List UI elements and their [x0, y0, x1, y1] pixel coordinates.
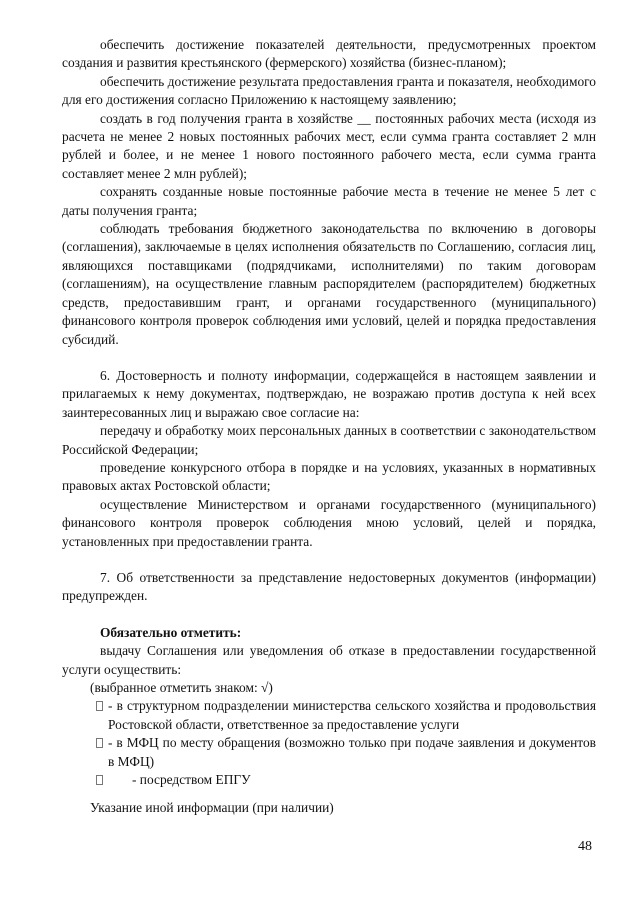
- spacer: [62, 789, 596, 799]
- section-6-intro: 6. Достоверность и полноту информации, содержащейся в настоящем заявлении и прилагаемых к нему документах, подтверждаю, не возражаю против доступа к ней всех заинтересованных лиц и выражаю свое согласие на:: [62, 367, 596, 420]
- option-ministry[interactable]: [62, 697, 596, 734]
- option-epgu-label: - посредством ЕПГУ: [132, 772, 251, 788]
- paragraph-budget: соблюдать требования бюджетного законодательства по включению в договоры (соглашения), заключаемые в целях исполнения обязательств по Соглашению, согласия лиц, являющихся поставщиками (подрядчиками, исполнителями) по таким договорам (соглашениям), на осуществление главным распорядителем (распорядителем) бюджетных средств, предоставившим грант, и органами государственного (муниципального) финансового контроля проверок соблюдения ими условий, целей и порядка предоставления субсидий.: [62, 221, 596, 347]
- other-info-label: Указание иной информации (при наличии): [90, 800, 334, 816]
- checkbox-epgu[interactable]: [96, 775, 103, 785]
- spacer: [62, 551, 596, 569]
- paragraph-jobs-create: создать в год получения гранта в хозяйстве __ постоянных рабочих места (исходя из расчета не менее 2 новых постоянных рабочих мест, если сумма гранта составляет 2 млн рублей и более, и не менее 1 нового постоянного рабочего места, если сумма гранта составляет менее 2 млн рублей);: [62, 110, 596, 181]
- checkbox-ministry[interactable]: [96, 701, 103, 711]
- section-6-item: осуществление Министерством и органами государственного (муниципального) финансового контроля проверок соблюдения мною условий, целей и порядка, установленных при предоставлении гранта.: [62, 496, 596, 549]
- mandatory-line: выдачу Соглашения или уведомления об отказе в предоставлении государственной услуги осуществить:: [62, 643, 596, 677]
- paragraph-result: обеспечить достижение результата предоставления гранта и показателя, необходимого для его достижения согласно Приложению к настоящему заявлению;: [62, 73, 596, 108]
- section-6-item: передачу и обработку моих персональных данных в соответствии с законодательством Российской Федерации;: [62, 423, 596, 457]
- checkbox-mfc[interactable]: [96, 738, 103, 748]
- paragraph-business-plan: обеспечить достижение показателей деятельности, предусмотренных проектом создания и развития крестьянского (фермерского) хозяйства (бизнес-планом);: [62, 37, 596, 71]
- mandatory-hint: (выбранное отметить знаком: √): [90, 680, 273, 695]
- document-body: [62, 36, 596, 818]
- spacer: [62, 606, 596, 624]
- section-7: 7. Об ответственности за представление недостоверных документов (информации) предупрежден.: [62, 569, 596, 604]
- option-mfc-label: - в МФЦ по месту обращения (возможно только при подаче заявления и документов в МФЦ): [108, 735, 596, 769]
- page-number: 48: [578, 839, 592, 854]
- paragraph-jobs-keep: сохранять созданные новые постоянные рабочие места в течение не менее 5 лет с даты получения гранта;: [62, 184, 596, 218]
- spacer: [62, 349, 596, 367]
- option-epgu[interactable]: [62, 771, 596, 789]
- option-ministry-label: - в структурном подразделении министерства сельского хозяйства и продовольствия Ростовской области, ответственное за предоставление услуги: [108, 698, 596, 732]
- section-6-item: проведение конкурсного отбора в порядке и на условиях, указанных в нормативных правовых актах Ростовской области;: [62, 459, 596, 494]
- option-mfc[interactable]: [62, 734, 596, 771]
- mandatory-heading: Обязательно отметить:: [100, 624, 242, 640]
